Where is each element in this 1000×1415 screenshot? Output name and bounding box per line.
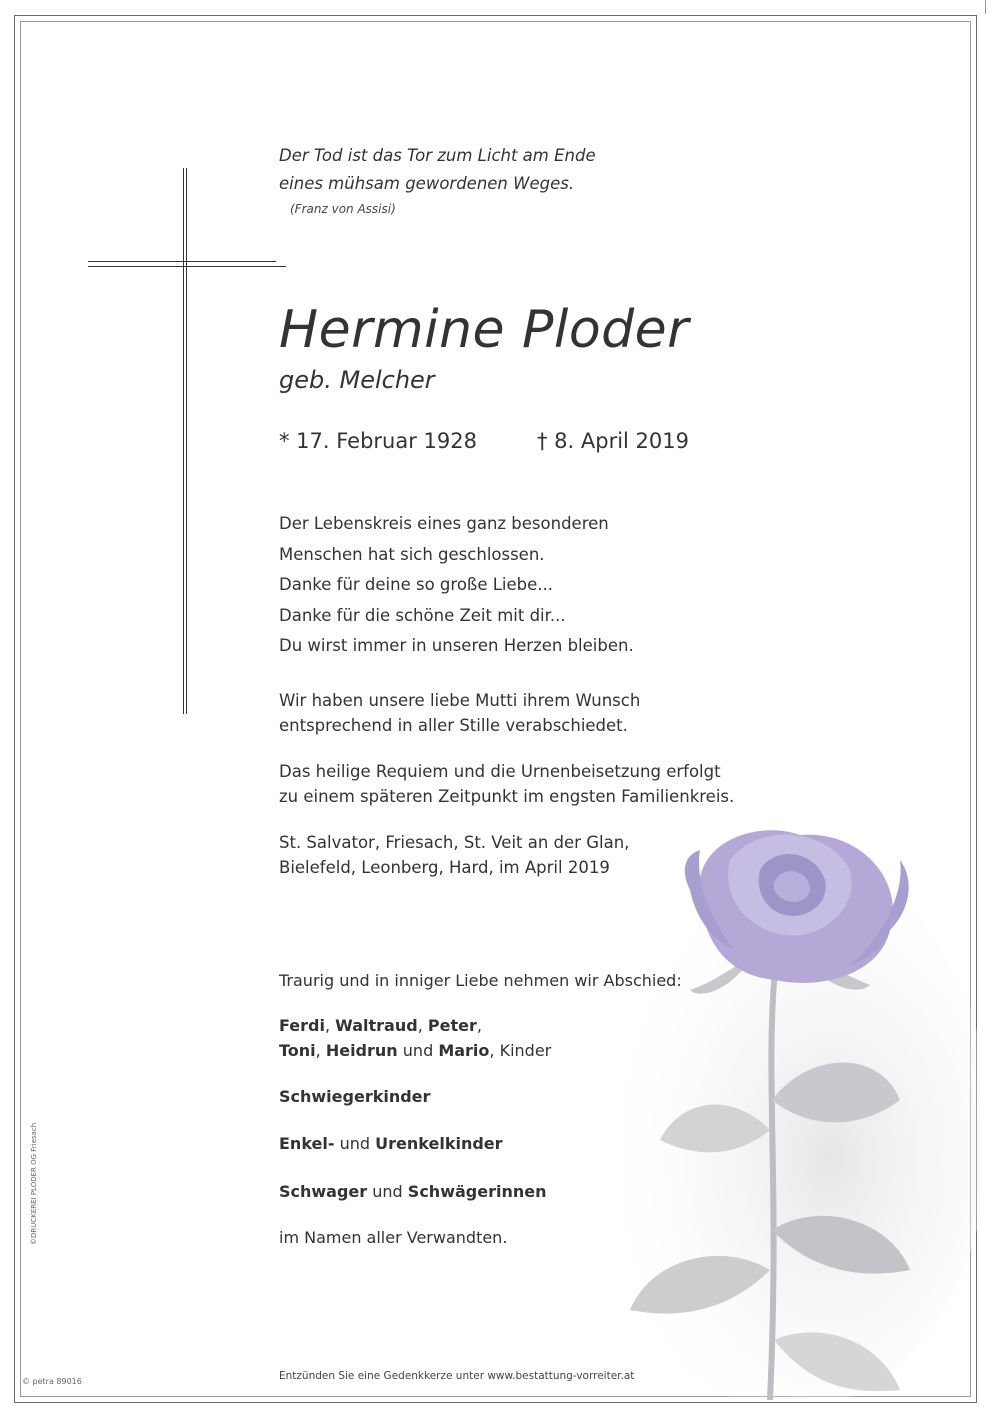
motto-source: (Franz von Assisi) xyxy=(290,202,396,216)
conjunction-text: und xyxy=(402,1041,434,1060)
printer-credit: ©DRUCKEREI PLODER OG Friesach xyxy=(30,1122,38,1245)
cross-horizontal-bar xyxy=(88,261,286,269)
poem xyxy=(279,509,634,662)
print-code: © petra 89016 xyxy=(22,1377,82,1386)
places-line: Bielefeld, Leonberg, Hard, im April 2019 xyxy=(279,858,610,877)
grandchildren-line xyxy=(279,1134,503,1153)
deceased-name: Hermine Ploder xyxy=(279,300,690,360)
requiem-line: zu einem späteren Zeitpunkt im engsten Familienkreis. xyxy=(279,787,735,806)
conjunction-text: und xyxy=(339,1134,371,1153)
mourners-intro: Traurig und in inniger Liebe nehmen wir Abschied: xyxy=(279,971,682,990)
poem-line: Der Lebenskreis eines ganz besonderen xyxy=(279,514,609,533)
poem-line: Danke für die schöne Zeit mit dir... xyxy=(279,605,566,625)
great-grandchildren: Urenkelkinder xyxy=(375,1134,503,1153)
farewell-paragraph xyxy=(279,688,640,738)
motto-quote xyxy=(279,142,596,198)
conjunction-text: und xyxy=(372,1182,403,1201)
cross-vertical-bar xyxy=(183,168,186,714)
birth-date: * 17. Februar 1928 xyxy=(279,429,477,453)
corner-mark xyxy=(967,0,986,14)
child-name: Heidrun xyxy=(325,1041,398,1060)
poem-line: Du wirst immer in unseren Herzen bleiben. xyxy=(279,636,634,655)
motto-line-1: Der Tod ist das Tor zum Licht am Ende xyxy=(279,146,596,165)
poem-line: Menschen hat sich geschlossen. xyxy=(279,544,545,564)
poem-line: Danke für deine so große Liebe... xyxy=(279,575,553,594)
closing-line: im Namen aller Verwandten. xyxy=(279,1228,508,1247)
child-name: Toni xyxy=(279,1041,316,1060)
brothers-in-law: Schwager xyxy=(279,1182,368,1201)
rose-illustration xyxy=(560,800,980,1400)
child-name: Mario xyxy=(438,1041,490,1060)
sisters-in-law: Schwägerinnen xyxy=(407,1182,547,1201)
children-line-2: Toni, Heidrun und Mario, Kinder xyxy=(279,1041,552,1060)
in-laws: Schwiegerkinder xyxy=(279,1087,431,1106)
birth-name: geb. Melcher xyxy=(279,366,435,394)
death-date: † 8. April 2019 xyxy=(537,429,690,453)
in-laws-line xyxy=(279,1087,430,1106)
child-name: Waltraud xyxy=(335,1016,418,1035)
farewell-line: Wir haben unsere liebe Mutti ihrem Wunsch xyxy=(279,691,641,710)
farewell-line: entsprechend in aller Stille verabschiedet. xyxy=(279,716,628,735)
memorial-candle-link: Entzünden Sie eine Gedenkkerze unter www.bestattung-vorreiter.at xyxy=(279,1370,635,1382)
motto-line-2: eines mühsam gewordenen Weges. xyxy=(279,174,575,193)
children-suffix: Kinder xyxy=(499,1041,552,1060)
children-line-1: Ferdi, Waltraud, Peter, xyxy=(279,1016,482,1035)
grandchildren: Enkel- xyxy=(279,1134,335,1153)
requiem-line: Das heilige Requiem und die Urnenbeisetzung erfolgt xyxy=(279,762,721,781)
siblings-in-law-line xyxy=(279,1182,546,1201)
places-line: St. Salvator, Friesach, St. Veit an der Glan, xyxy=(279,833,630,852)
child-name: Peter xyxy=(427,1016,477,1035)
child-name: Ferdi xyxy=(279,1016,325,1035)
